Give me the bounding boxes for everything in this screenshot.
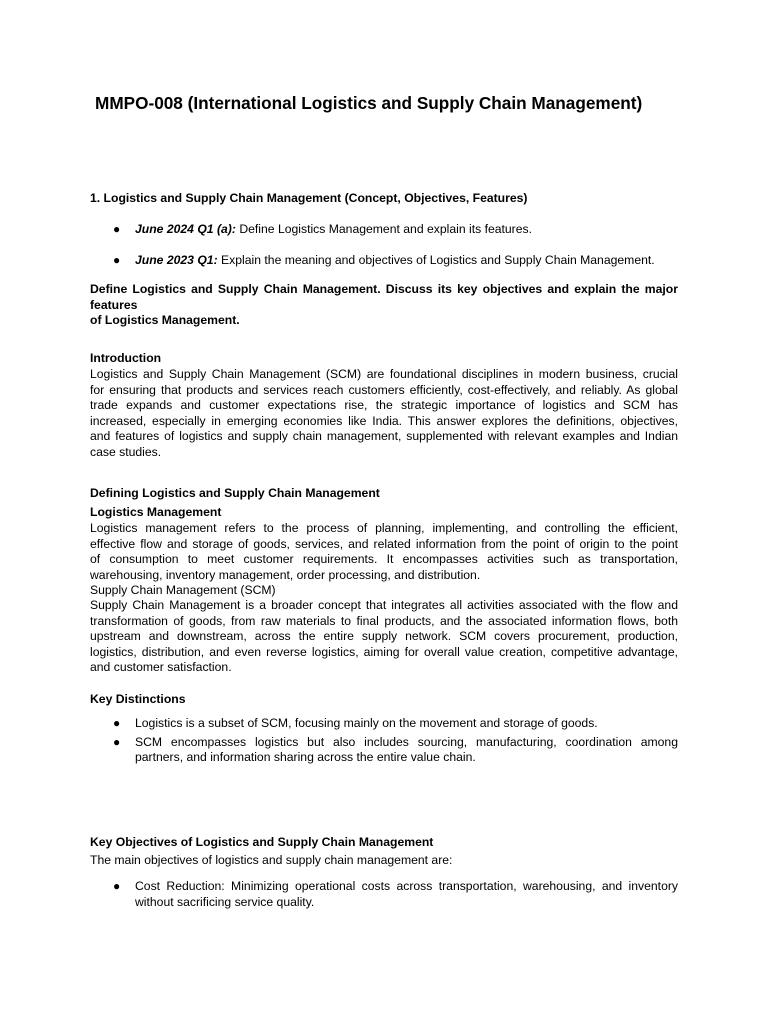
defining-heading: Defining Logistics and Supply Chain Management (90, 486, 380, 500)
question-prompt (90, 282, 678, 329)
bullet-icon: ● (113, 879, 121, 893)
exam-question-tag: June 2024 Q1 (a): (135, 222, 236, 236)
bullet-icon: ● (113, 734, 121, 749)
paragraph-line: and customer satisfaction. (90, 660, 232, 674)
exam-question-text: Explain the meaning and objectives of Logistics and Supply Chain Management. (217, 252, 655, 267)
logistics-management-paragraph (90, 521, 678, 583)
question-prompt-line: Define Logistics and Supply Chain Management. Discuss its key objectives and explain the major features (90, 282, 678, 312)
bullet-icon: ● (113, 222, 121, 236)
key-objectives-intro: The main objectives of logistics and supply chain management are: (90, 853, 453, 867)
list-item-text: SCM encompasses logistics but also includes sourcing, manufacturing, coordination among partners, and information sharing across the entire value chain. (135, 734, 678, 764)
list-item (90, 735, 678, 766)
section-heading: 1. Logistics and Supply Chain Management (Concept, Objectives, Features) (90, 191, 528, 205)
paragraph-line: warehousing, inventory management, order processing, and distribution. (90, 567, 481, 582)
key-distinctions-heading: Key Distinctions (90, 692, 186, 706)
key-distinctions-list (90, 716, 678, 766)
paragraph-line: trade expands and customer expectations rise, the strategic importance of logistics and SCM has (90, 398, 678, 412)
exam-question-text: Define Logistics Management and explain its features. (235, 222, 532, 236)
document-title: MMPO-008 (International Logistics and Supply Chain Management) (95, 93, 643, 113)
paragraph-line: Logistics and Supply Chain Management (SCM) are foundational disciplines in modern business, crucial (90, 367, 678, 381)
paragraph-line: upstream and downstream, across the entire supply network. SCM covers procurement, production, (90, 629, 678, 643)
exam-question-item (90, 222, 678, 238)
list-item (90, 879, 678, 910)
list-item-text: Cost Reduction: Minimizing operational costs across transportation, warehousing, and inventory without sacrificing service quality. (135, 879, 678, 909)
introduction-heading: Introduction (90, 351, 162, 365)
paragraph-line: transformation of goods, from raw materials to final products, and the associated information flows, both (90, 613, 678, 628)
scm-paragraph (90, 598, 678, 676)
bullet-icon: ● (113, 716, 121, 730)
logistics-management-heading: Logistics Management (90, 505, 222, 519)
exam-question-list (90, 222, 678, 268)
paragraph-line: and features of logistics and supply chain management, supplemented with relevant examples and Indian (90, 429, 678, 443)
paragraph-line: for ensuring that products and services reach customers efficiently, cost-effectively, and reliably. As global (90, 382, 678, 397)
scm-heading: Supply Chain Management (SCM) (90, 583, 276, 597)
key-objectives-heading: Key Objectives of Logistics and Supply Chain Management (90, 835, 434, 849)
paragraph-line: Logistics management refers to the process of planning, implementing, and controlling the efficient, (90, 521, 678, 535)
introduction-paragraph (90, 367, 678, 460)
list-item (90, 716, 678, 732)
paragraph-line: logistics, distribution, and even reverse logistics, aiming for overall value creation, competitive advantage, (90, 644, 678, 659)
paragraph-line: increased, especially in emerging economies like India. This answer explores the definitions, objectives, (90, 413, 678, 428)
question-prompt-line: of Logistics Management. (90, 313, 240, 327)
exam-question-tag: June 2023 Q1: (135, 252, 218, 267)
paragraph-line: effective flow and storage of goods, services, and related information from the point of origin to the point (90, 536, 678, 551)
paragraph-line: of consumption to meet customer requirements. It encompasses activities such as transportation, (90, 552, 678, 566)
key-objectives-list (90, 879, 678, 910)
paragraph-line: case studies. (90, 444, 162, 459)
bullet-icon: ● (113, 252, 121, 267)
list-item-text: Logistics is a subset of SCM, focusing mainly on the movement and storage of goods. (135, 716, 598, 730)
exam-question-item (90, 253, 678, 269)
paragraph-line: Supply Chain Management is a broader concept that integrates all activities associated with the flow and (90, 598, 678, 612)
